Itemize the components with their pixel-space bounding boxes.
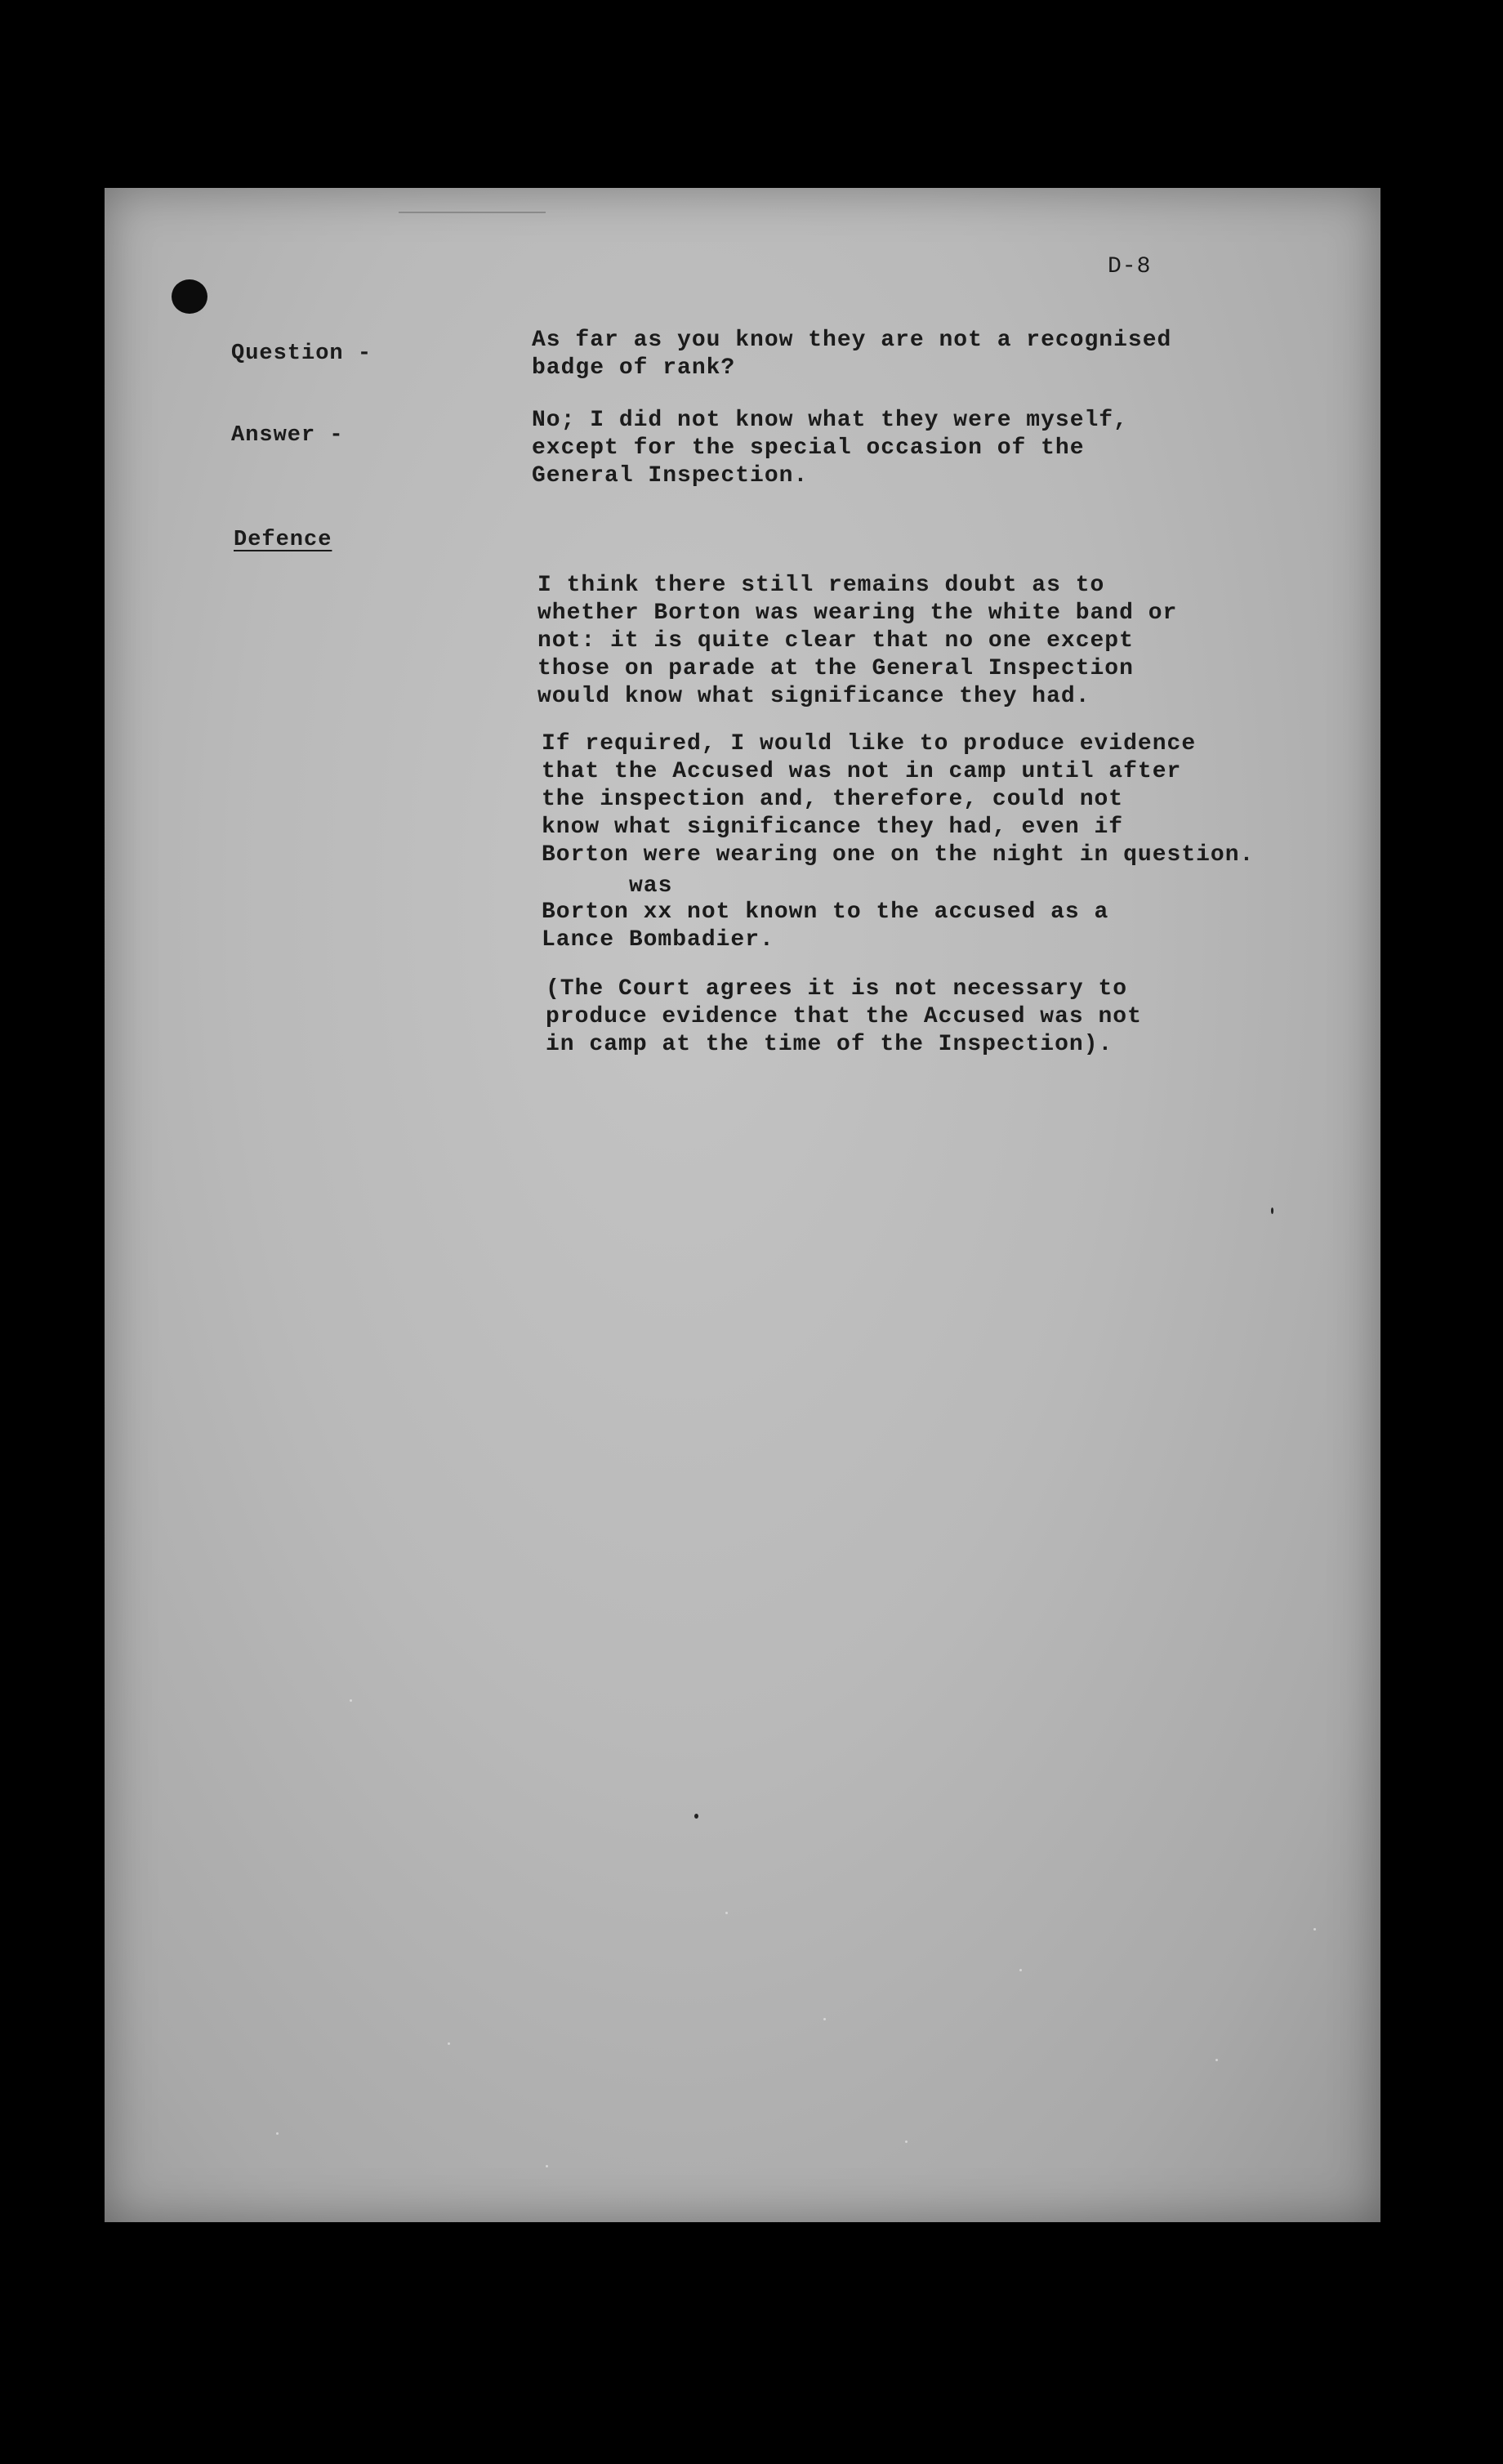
defence-para2-line-2: that the Accused was not in camp until after (542, 759, 1182, 784)
dust-speck (905, 2140, 908, 2143)
answer-line-2: except for the special occasion of the (532, 435, 1085, 461)
defence-para2-line-1: If required, I would like to produce evidence (542, 731, 1197, 757)
dust-speck (276, 2132, 279, 2135)
document-page (105, 188, 1380, 2222)
court-note-line-3: in camp at the time of the Inspection). (546, 1032, 1113, 1057)
punch-hole (172, 279, 207, 314)
question-label: Question - (231, 341, 372, 366)
dust-speck (725, 1912, 728, 1914)
page-number: D-8 (1108, 254, 1152, 279)
defence-para1-line-5: would know what significance they had. (537, 684, 1090, 709)
answer-label: Answer - (231, 423, 344, 448)
defence-para1-line-4: those on parade at the General Inspection (537, 656, 1134, 681)
dust-speck (448, 2042, 450, 2045)
court-note-line-1: (The Court agrees it is not necessary to (546, 976, 1128, 1002)
dust-speck (1313, 1928, 1316, 1931)
dust-speck (694, 1814, 698, 1819)
answer-line-3: General Inspection. (532, 463, 809, 489)
dust-speck (546, 2165, 548, 2167)
defence-para2-line-4: know what significance they had, even if (542, 815, 1124, 840)
top-edge-mark (399, 212, 546, 213)
dust-speck (823, 2018, 826, 2020)
question-line-2: badge of rank? (532, 355, 736, 381)
defence-para3-line-2: Lance Bombadier. (542, 927, 774, 953)
dust-speck (1019, 1969, 1022, 1971)
defence-heading: Defence (234, 528, 332, 552)
defence-para1-line-3: not: it is quite clear that no one except (537, 628, 1134, 654)
defence-para2-line-3: the inspection and, therefore, could not (542, 787, 1124, 812)
answer-line-1: No; I did not know what they were myself, (532, 408, 1128, 433)
defence-para1-line-1: I think there still remains doubt as to (537, 573, 1105, 598)
defence-para2-line-5: Borton were wearing one on the night in question. (542, 842, 1255, 868)
dust-speck (1271, 1207, 1273, 1214)
dust-speck (1215, 2059, 1218, 2061)
question-line-1: As far as you know they are not a recognised (532, 328, 1172, 353)
inserted-word: was (629, 873, 673, 899)
defence-para1-line-2: whether Borton was wearing the white band or (537, 600, 1178, 626)
dust-speck (350, 1699, 352, 1702)
court-note-line-2: produce evidence that the Accused was not (546, 1004, 1142, 1029)
defence-para3-line-1: Borton xx not known to the accused as a (542, 899, 1109, 925)
